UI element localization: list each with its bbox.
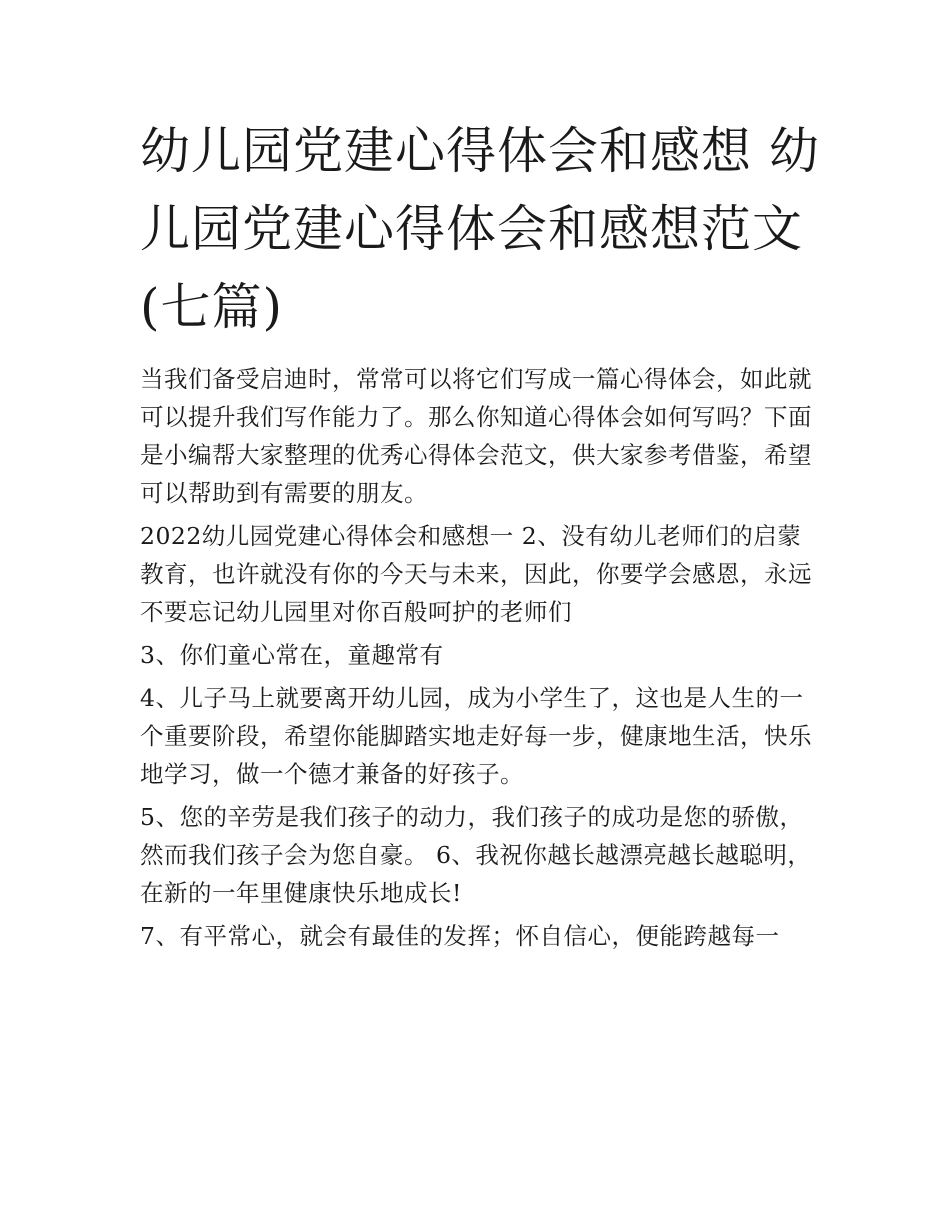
body-paragraph: 7、有平常心，就会有最佳的发挥；怀自信心，便能跨越每一 — [140, 922, 780, 950]
document-title: 幼儿园党建心得体会和感想 幼儿园党建心得体会和感想范文(七篇) — [140, 122, 820, 336]
document-page — [140, 112, 820, 960]
body-paragraph: 5、您的辛劳是我们孩子的动力，我们孩子的成功是您的骄傲，然而我们孩子会为您自豪。 6、我祝你越长越漂亮越长越聪明，在新的一年里健康快乐地成长! — [140, 803, 812, 907]
body-paragraph: 3、你们童心常在，童趣常有 — [140, 641, 444, 669]
intro-paragraph: 当我们备受启迪时，常常可以将它们写成一篇心得体会，如此就可以提升我们写作能力了。那么你知道心得体会如何写吗？下面是小编帮大家整理的优秀心得体会范文，供大家参考借鉴，希望可以帮助到有需要的朋友。 — [140, 365, 812, 507]
body-paragraph: 4、儿子马上就要离开幼儿园，成为小学生了，这也是人生的一个重要阶段，希望你能脚踏实地走好每一步，健康地生活，快乐地学习，做一个德才兼备的好孩子。 — [140, 684, 812, 788]
body-paragraph: 2022幼儿园党建心得体会和感想一 2、没有幼儿老师们的启蒙教育，也许就没有你的今天与未来，因此，你要学会感恩，永远不要忘记幼儿园里对你百般呵护的老师们 — [140, 522, 812, 626]
